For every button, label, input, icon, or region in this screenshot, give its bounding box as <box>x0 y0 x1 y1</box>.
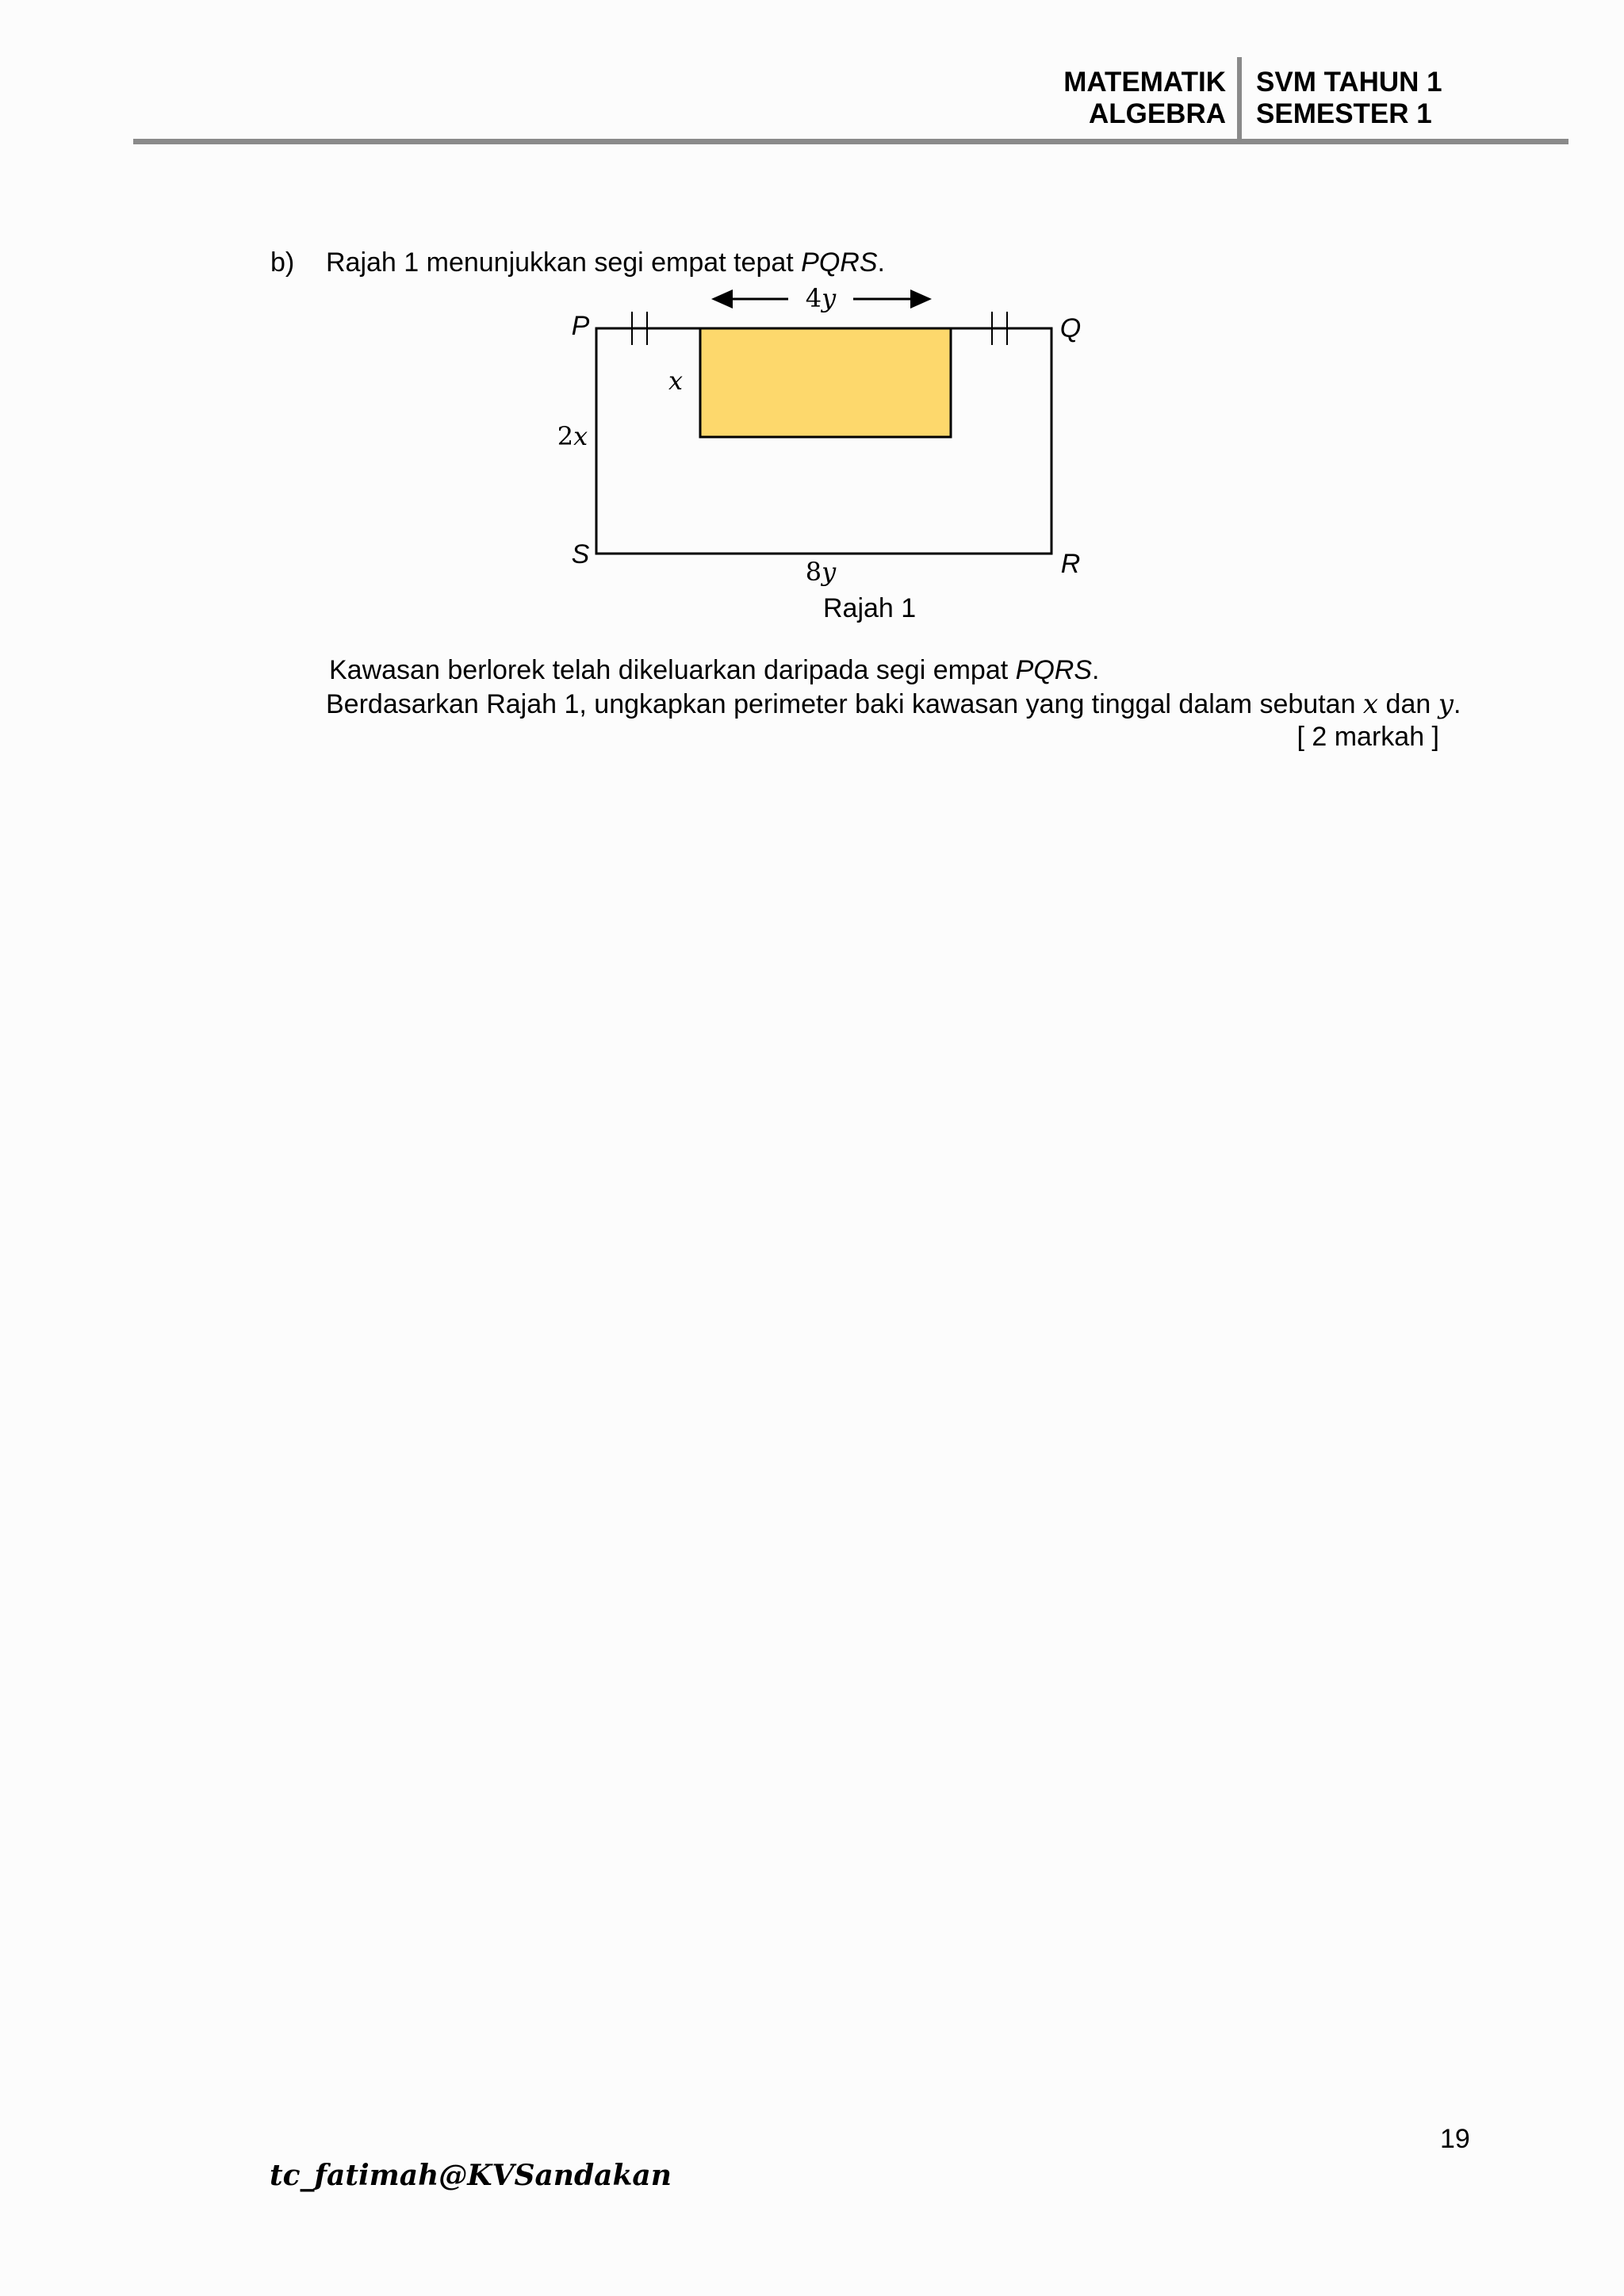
vertex-r: R <box>1060 549 1081 579</box>
diagram-caption: Rajah 1 <box>823 593 917 623</box>
paragraph2-end: . <box>1453 689 1461 719</box>
header-subject-line2: ALGEBRA <box>1088 98 1226 129</box>
header-divider-vertical <box>1237 57 1242 143</box>
label-top-width: 4𝑦 <box>805 283 837 313</box>
paragraph2-mid: dan <box>1378 689 1438 719</box>
paragraph-instruction <box>326 688 1461 720</box>
label-side: 2𝑥 <box>557 421 588 451</box>
header-level-line2: SEMESTER 1 <box>1256 98 1432 129</box>
vertex-p: P <box>571 311 590 341</box>
question-intro <box>326 247 885 278</box>
paragraph1-end: . <box>1092 655 1100 685</box>
label-inner-height: 𝑥 <box>668 366 684 396</box>
marks-allocation: [ 2 markah ] <box>1297 722 1439 752</box>
header-subject-line1: MATEMATIK <box>1063 67 1226 98</box>
question-intro-name: PQRS <box>801 247 878 278</box>
question-intro-text: Rajah 1 menunjukkan segi empat tepat <box>326 247 802 278</box>
header-level <box>1256 67 1442 130</box>
question-intro-end: . <box>877 247 885 278</box>
rajah-1-diagram <box>547 282 1102 591</box>
vertex-s: S <box>571 539 590 569</box>
header-level-line1: SVM TAHUN 1 <box>1256 67 1442 98</box>
label-bottom: 8𝑦 <box>805 557 837 587</box>
page-number: 19 <box>1440 2124 1470 2154</box>
paragraph2-var-x: x <box>1362 688 1379 720</box>
shaded-region <box>700 328 951 437</box>
paragraph-shaded-removed <box>329 655 1099 686</box>
question-label: b) <box>270 247 295 278</box>
paragraph1-text: Kawasan berlorek telah dikeluarkan daripada segi empat <box>329 655 1016 685</box>
paragraph2-var-y: y <box>1438 688 1454 720</box>
header-rule <box>133 139 1568 144</box>
footer-credit: tc_fatimah@KVSandakan <box>270 2159 672 2192</box>
header-subject <box>1063 67 1226 130</box>
vertex-q: Q <box>1059 313 1082 343</box>
paragraph2-text: Berdasarkan Rajah 1, ungkapkan perimeter baki kawasan yang tinggal dalam sebutan <box>326 689 1363 719</box>
paragraph1-name: PQRS <box>1015 655 1092 685</box>
